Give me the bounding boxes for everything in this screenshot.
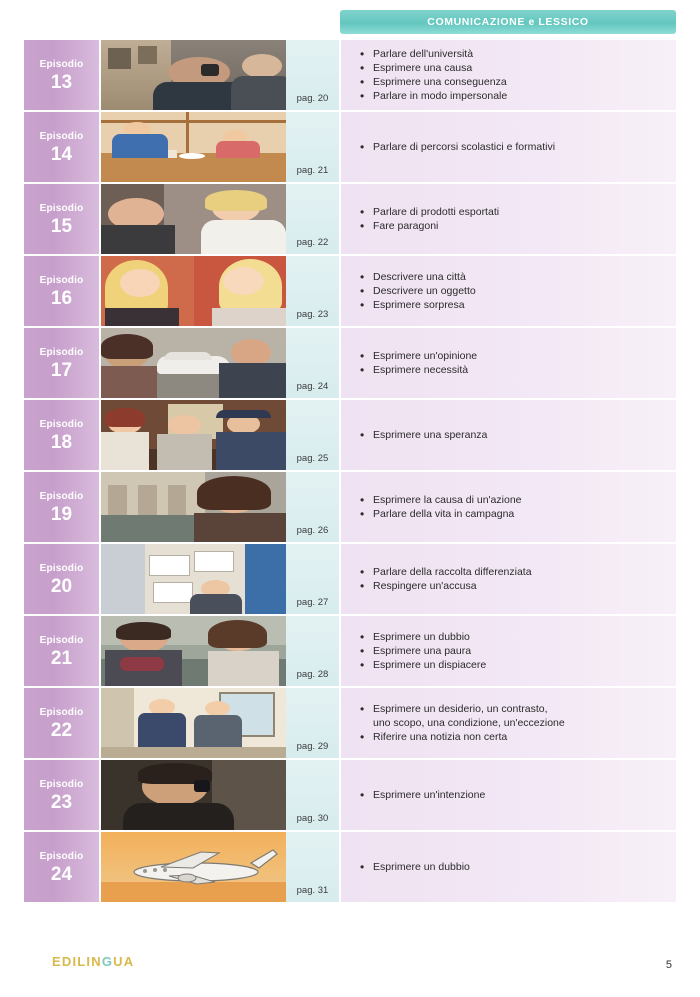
table-row <box>24 400 676 472</box>
couple-outdoor-photo <box>101 616 286 686</box>
street-with-car-photo <box>101 328 286 398</box>
list-item: • Parlare della vita in campagna <box>371 507 666 521</box>
episode-cell-17 <box>24 328 101 400</box>
table-row <box>24 256 676 328</box>
page-number-label: pag. 31 <box>296 885 329 896</box>
column-header-comunicazione <box>340 10 676 34</box>
page-cell-19 <box>286 472 341 544</box>
comunicazione-list <box>357 702 666 745</box>
episode-number: 24 <box>50 863 73 885</box>
comunicazione-list <box>357 788 666 802</box>
man-on-phone-dark-photo <box>101 760 286 830</box>
comunicazione-cell-23 <box>341 760 676 832</box>
episode-image-21 <box>101 616 286 688</box>
list-item: • Parlare della raccolta differenziata <box>371 565 666 579</box>
page-number-label: pag. 26 <box>296 525 329 536</box>
comunicazione-cell-24 <box>341 832 676 904</box>
publisher-logo <box>52 954 134 969</box>
comunicazione-cell-13 <box>341 40 676 112</box>
list-item: • Esprimere un'intenzione <box>371 788 666 802</box>
page-cell-17 <box>286 328 341 400</box>
list-item: • Esprimere un dubbio <box>371 860 666 874</box>
episode-label: Episodio <box>39 274 84 286</box>
episode-label: Episodio <box>39 202 84 214</box>
table-row <box>24 616 676 688</box>
episode-image-13 <box>101 40 286 112</box>
comunicazione-list <box>357 140 666 154</box>
contents-table <box>24 40 676 904</box>
comunicazione-list <box>357 270 666 313</box>
list-item: • Fare paragoni <box>371 219 666 233</box>
page-cell-22 <box>286 688 341 760</box>
episode-image-17 <box>101 328 286 400</box>
episode-cell-15 <box>24 184 101 256</box>
episode-number: 13 <box>50 71 73 93</box>
page-cell-13 <box>286 40 341 112</box>
episode-number: 23 <box>50 791 73 813</box>
list-item: • Descrivere una città <box>371 270 666 284</box>
page-cell-16 <box>286 256 341 328</box>
episode-image-20 <box>101 544 286 616</box>
episode-label: Episodio <box>39 634 84 646</box>
list-item: • Esprimere una paura <box>371 644 666 658</box>
cafe-table-illustration <box>101 112 286 182</box>
page-number-label: pag. 30 <box>296 813 329 824</box>
episode-label: Episodio <box>39 850 84 862</box>
comunicazione-cell-17 <box>341 328 676 400</box>
page-cell-15 <box>286 184 341 256</box>
list-item: • Esprimere una causa <box>371 61 666 75</box>
list-item-continuation: uno scopo, una condizione, un'eccezione <box>373 716 565 729</box>
episode-number: 18 <box>50 431 73 453</box>
episode-number: 22 <box>50 719 73 741</box>
list-item: • Esprimere un'opinione <box>371 349 666 363</box>
episode-cell-19 <box>24 472 101 544</box>
page-number-label: pag. 28 <box>296 669 329 680</box>
publisher-logo-part3: UA <box>113 954 135 969</box>
table-row <box>24 328 676 400</box>
list-item: • Parlare dell'università <box>371 47 666 61</box>
episode-cell-13 <box>24 40 101 112</box>
list-item: • Descrivere un oggetto <box>371 284 666 298</box>
page-cell-23 <box>286 760 341 832</box>
woman-on-phone-venice-photo <box>101 472 286 542</box>
comunicazione-cell-19 <box>341 472 676 544</box>
episode-cell-16 <box>24 256 101 328</box>
comunicazione-list <box>357 493 666 521</box>
episode-image-14 <box>101 112 286 184</box>
page-number-label: pag. 27 <box>296 597 329 608</box>
episode-number: 19 <box>50 503 73 525</box>
two-women-facing-illustration <box>101 256 286 326</box>
list-item: • Parlare di percorsi scolastici e formativi <box>371 140 666 154</box>
page-cell-21 <box>286 616 341 688</box>
comunicazione-cell-18 <box>341 400 676 472</box>
page-number: 5 <box>665 959 672 971</box>
comunicazione-list <box>357 428 666 442</box>
list-item: • Respingere un'accusa <box>371 579 666 593</box>
page-number-label: pag. 21 <box>296 165 329 176</box>
episode-number: 15 <box>50 215 73 237</box>
episode-number: 14 <box>50 143 73 165</box>
list-item: • Esprimere una conseguenza <box>371 75 666 89</box>
comunicazione-cell-16 <box>341 256 676 328</box>
comunicazione-list <box>357 47 666 104</box>
two-people-talking-illustration <box>101 184 286 254</box>
office-meeting-illustration <box>101 544 286 614</box>
list-item: • Esprimere sorpresa <box>371 298 666 312</box>
comunicazione-list <box>357 205 666 233</box>
episode-number: 21 <box>50 647 73 669</box>
page-number-label: pag. 24 <box>296 381 329 392</box>
episode-image-15 <box>101 184 286 256</box>
episode-cell-23 <box>24 760 101 832</box>
two-men-office-illustration <box>101 688 286 758</box>
episode-label: Episodio <box>39 418 84 430</box>
page-cell-24 <box>286 832 341 904</box>
list-item: • Parlare in modo impersonale <box>371 89 666 103</box>
episode-number: 16 <box>50 287 73 309</box>
page-number-label: pag. 23 <box>296 309 329 320</box>
episode-cell-21 <box>24 616 101 688</box>
episode-image-19 <box>101 472 286 544</box>
episode-cell-14 <box>24 112 101 184</box>
publisher-logo-part1: EDILIN <box>52 954 102 969</box>
table-row <box>24 688 676 760</box>
list-item: • Esprimere un desiderio, un contrasto, <box>371 702 666 716</box>
episode-label: Episodio <box>39 58 84 70</box>
airplane-icon <box>101 832 286 904</box>
table-row <box>24 40 676 112</box>
table-row <box>24 112 676 184</box>
publisher-logo-part2: G <box>101 954 114 969</box>
page-number-label: pag. 29 <box>296 741 329 752</box>
episode-image-16 <box>101 256 286 328</box>
page-number-label: pag. 25 <box>296 453 329 464</box>
three-characters-indoor-illustration <box>101 400 286 470</box>
episode-cell-20 <box>24 544 101 616</box>
episode-label: Episodio <box>39 706 84 718</box>
episode-label: Episodio <box>39 490 84 502</box>
list-item: • Esprimere una speranza <box>371 428 666 442</box>
episode-image-24 <box>101 832 286 904</box>
episode-label: Episodio <box>39 778 84 790</box>
episode-image-23 <box>101 760 286 832</box>
episode-number: 20 <box>50 575 73 597</box>
table-row <box>24 472 676 544</box>
page-number-label: pag. 22 <box>296 237 329 248</box>
comunicazione-list <box>357 349 666 377</box>
column-header-label: COMUNICAZIONE e LESSICO <box>427 16 589 28</box>
episode-number: 17 <box>50 359 73 381</box>
list-item: • Esprimere un dubbio <box>371 630 666 644</box>
episode-label: Episodio <box>39 562 84 574</box>
comunicazione-cell-20 <box>341 544 676 616</box>
episode-image-22 <box>101 688 286 760</box>
episode-label: Episodio <box>39 130 84 142</box>
table-row <box>24 184 676 256</box>
episode-cell-22 <box>24 688 101 760</box>
comunicazione-list <box>357 860 666 874</box>
table-row <box>24 832 676 904</box>
comunicazione-list <box>357 630 666 673</box>
page-number-label: pag. 20 <box>296 93 329 104</box>
table-row <box>24 760 676 832</box>
comunicazione-cell-14 <box>341 112 676 184</box>
comunicazione-cell-21 <box>341 616 676 688</box>
comunicazione-list <box>357 565 666 593</box>
episode-image-18 <box>101 400 286 472</box>
list-item: • Esprimere un dispiacere <box>371 658 666 672</box>
list-item: • Esprimere necessità <box>371 363 666 377</box>
list-item: • Parlare di prodotti esportati <box>371 205 666 219</box>
episode-label: Episodio <box>39 346 84 358</box>
episode-cell-18 <box>24 400 101 472</box>
man-on-phone-street-scene <box>101 40 286 110</box>
comunicazione-cell-22 <box>341 688 676 760</box>
list-item: • Esprimere la causa di un'azione <box>371 493 666 507</box>
airplane-illustration <box>101 832 286 902</box>
page-cell-20 <box>286 544 341 616</box>
table-row <box>24 544 676 616</box>
page-cell-14 <box>286 112 341 184</box>
list-item: • Riferire una notizia non certa <box>371 730 666 744</box>
page-cell-18 <box>286 400 341 472</box>
comunicazione-cell-15 <box>341 184 676 256</box>
episode-cell-24 <box>24 832 101 904</box>
